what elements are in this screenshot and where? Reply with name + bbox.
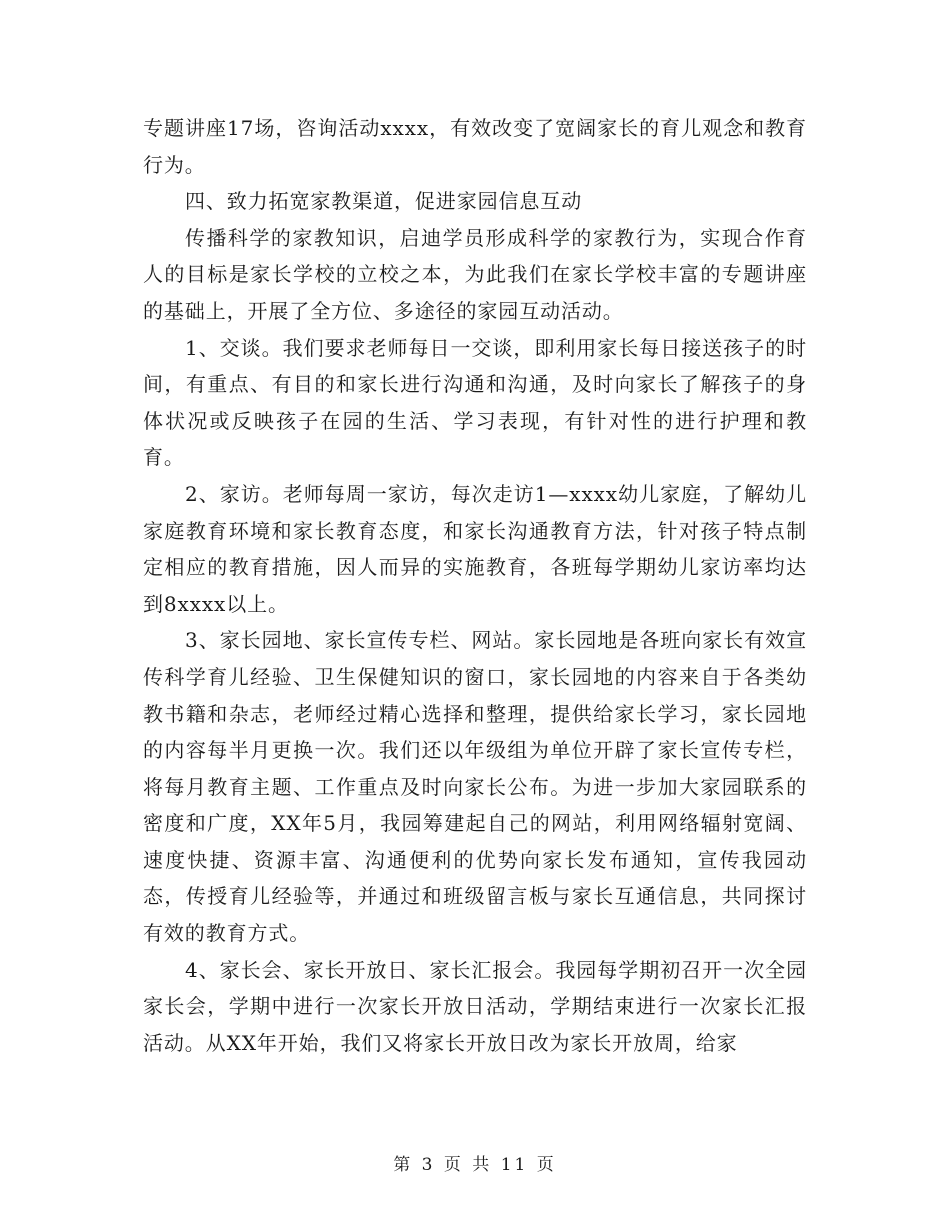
section-heading: 四、致力拓宽家教渠道，促进家园信息互动	[185, 189, 583, 214]
page-number-footer: 第 3 页 共 11 页	[393, 1155, 557, 1175]
paragraph-item-1: 1、交谈。我们要求老师每日一交谈，即利用家长每日接送孩子的时间，有重点、有目的和家长进行沟通和沟通，及时向家长了解孩子的身体状况或反映孩子在园的生活、学习表现，有针对性的进行护理和教育。	[143, 335, 807, 470]
document-body	[143, 110, 807, 1061]
paragraph-item-3: 3、家长园地、家长宣传专栏、网站。家长园地是各班向家长有效宣传科学育儿经验、卫生保健知识的窗口，家长园地的内容来自于各类幼教书籍和杂志，老师经过精心选择和整理，提供给家长学习，家长园地的内容每半月更换一次。我们还以年级组为单位开辟了家长宣传专栏，将每月教育主题、工作重点及时向家长公布。为进一步加大家园联系的密度和广度，XX年5月，我园筹建起自己的网站，利用网络辐射宽阔、速度快捷、资源丰富、沟通便利的优势向家长发布通知，宣传我园动态，传授育儿经验等，并通过和班级留言板与家长互通信息，共同探讨有效的教育方式。	[143, 628, 807, 946]
paragraph-item-4: 4、家长会、家长开放日、家长汇报会。我园每学期初召开一次全园家长会，学期中进行一次家长开放日活动，学期结束进行一次家长汇报活动。从XX年开始，我们又将家长开放日改为家长开放周，给家	[143, 957, 807, 1055]
paragraph-item-2: 2、家访。老师每周一家访，每次走访1—xxxx幼儿家庭，了解幼儿家庭教育环境和家长教育态度，和家长沟通教育方法，针对孩子特点制定相应的教育措施，因人而异的实施教育，各班每学期幼儿家访率均达到8xxxx以上。	[143, 481, 807, 616]
paragraph-intro: 传播科学的家教知识，启迪学员形成科学的家教行为，实现合作育人的目标是家长学校的立校之本，为此我们在家长学校丰富的专题讲座的基础上，开展了全方位、多途径的家园互动活动。	[143, 225, 807, 323]
paragraph-continuation: 专题讲座17场，咨询活动xxxx，有效改变了宽阔家长的育儿观念和教育行为。	[143, 116, 807, 177]
